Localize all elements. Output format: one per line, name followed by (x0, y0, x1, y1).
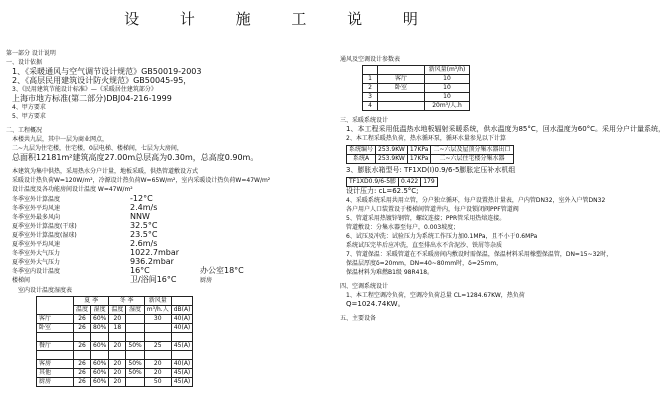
table-cell (126, 378, 144, 387)
table-header: 新风量 (144, 297, 171, 306)
table-cell: 80% (91, 324, 109, 333)
table-cell: 20 (144, 360, 171, 369)
table-row (37, 369, 193, 378)
table-cell (144, 351, 171, 360)
table-cell: 1 (363, 75, 378, 84)
table-cell (144, 333, 171, 342)
table-row (347, 146, 514, 155)
table-cell: 60% (91, 369, 109, 378)
section1-title: 第一部分 设计说明 (6, 50, 56, 57)
basis-item: 5、甲方要求 (12, 113, 46, 120)
climate-label: 冬季室外大气压力 (12, 250, 61, 257)
table-subheader: 温度 (74, 306, 91, 315)
table-header: 新风量(m³/h) (425, 66, 470, 75)
table-cell (37, 333, 74, 342)
heating-line: 4、采暖系统采用共用立管，分户独立循环，每户设置热计量表，户内管DN32，室外入户管DN32 (346, 197, 606, 204)
table-cell: 系统A (347, 155, 376, 164)
table-cell: 50% (126, 369, 144, 378)
climate-params (6, 194, 278, 284)
table-cell: TF1XD0.9/6-5膨 (347, 178, 399, 187)
table-cell: 0.422 (399, 178, 421, 187)
climate-value: NNW (130, 212, 150, 221)
table-header: 冬 季 (109, 297, 144, 306)
table-cell: 客厅 (378, 75, 425, 84)
table-row (363, 84, 470, 93)
table-cell: 二~六层及屋顶分集水器出口 (431, 146, 513, 155)
equipment-heading: 五、主要设备 (340, 315, 377, 322)
table-cell: 20 (109, 369, 126, 378)
table-cell: 253.9KW (376, 146, 408, 155)
table-subheader: 温度 (109, 306, 126, 315)
overview-line: 总面积12181m²建筑高度27.00m总层高为0.30m，总高度0.90m。 (12, 153, 259, 162)
table-header (171, 297, 193, 306)
table-cell: 45(A) (171, 369, 193, 378)
table-cell: 26 (74, 324, 91, 333)
page-title: 设 计 施 工 说 明 (124, 10, 436, 28)
table-row (37, 378, 193, 387)
climate-extra: 卫/浴间16°C (130, 275, 177, 284)
table-header: 夏 季 (74, 297, 109, 306)
basis-item: 4、甲方要求 (12, 104, 46, 111)
climate-label: 冬季室外最多风向 (12, 214, 61, 221)
basis-heading: 一、设计依据 (6, 59, 43, 66)
table-cell: 卧室 (37, 324, 74, 333)
heating-line: 1、本工程采用低温热水地板辐射采暖系统，供水温度为85°C，回水温度为60°C。采用分户计量系统， (346, 125, 665, 133)
table-row (37, 342, 193, 351)
table-header (378, 66, 425, 75)
climate-value: 23.5°C (130, 230, 158, 239)
ac-line: 1、本工程空调冷负荷，空调冷负荷总量 CL=1284.67KW，热负荷 (346, 292, 525, 299)
climate-value: 1022.7mbar (130, 248, 180, 257)
table-cell (126, 324, 144, 333)
vent-table-caption: 通风及空调设计参数表 (340, 56, 401, 63)
table-cell (109, 333, 126, 342)
left-column (6, 49, 278, 387)
table-cell: 18 (109, 324, 126, 333)
table-cell: 17KPa (407, 146, 431, 155)
climate-extra: 办公室18°C (200, 266, 244, 275)
table-cell: 60% (91, 342, 109, 351)
table-cell: 客房 (37, 360, 74, 369)
table-cell: 60% (91, 315, 109, 324)
table-cell (126, 333, 144, 342)
heating-line: 7、管道保温：采暖管道在不采暖房间内敷设时需保温，保温材料采用橡塑保温管，DN=15~32时， (346, 251, 613, 258)
table-cell: 其他 (37, 369, 74, 378)
table-row (363, 93, 470, 102)
table-cell: 40(A) (171, 324, 193, 333)
design-pressure-line: 设计压力: cL=62.5°C; (346, 187, 419, 195)
table-row (37, 324, 193, 333)
table-cell: 45(A) (171, 378, 193, 387)
table-row (347, 155, 514, 164)
table-cell: 10 (425, 93, 470, 102)
table-cell: 60% (91, 360, 109, 369)
table-header (363, 66, 378, 75)
table-cell (37, 351, 74, 360)
table-cell (126, 351, 144, 360)
climate-label: 冬季室外计算温度 (12, 196, 61, 203)
table-cell (378, 102, 425, 111)
ac-heading: 四、空调系统设计 (340, 283, 389, 290)
right-column (340, 55, 665, 323)
table-cell: 30 (144, 315, 171, 324)
table-cell: 50% (126, 360, 144, 369)
climate-value: 2.6m/s (130, 239, 158, 248)
table-cell: 26 (74, 378, 91, 387)
table-cell: 179 (421, 178, 437, 187)
basis-item: 3、《民用建筑节能设计标准》—《采暖居住建筑部分》 (12, 86, 157, 93)
table-row (37, 315, 193, 324)
table-cell: 3 (363, 93, 378, 102)
table-cell: 253.9KW (376, 155, 408, 164)
heating-line: 保温层厚度δ=20mm，DN=40~80mm时，δ=25mm， (346, 260, 503, 267)
table-cell: 60% (91, 378, 109, 387)
table-subheader: m³/h.人 (144, 306, 171, 315)
climate-label: 冬季室内设计温度 (12, 268, 61, 275)
overview-heading: 二、工程概况 (6, 127, 43, 134)
design-line: 采暖设计热负荷W=120W/m²，冷源设计热负荷W=65W/m²，室内采暖设计热负荷W=47W/m² (12, 177, 271, 184)
table-cell (144, 324, 171, 333)
climate-label: 夏季室外平均风速 (12, 241, 61, 248)
heating-line: 6、试压及冲洗：试验压力为系统工作压力加0.1MPa，且不小于0.6MPa (346, 233, 538, 240)
heating-line: 管道敷设：分集水器至每户，0.003坡度； (346, 224, 460, 231)
climate-label: 夏季室外计算温度(干球) (12, 223, 77, 230)
table-cell: 40(A) (171, 315, 193, 324)
table-row (37, 360, 193, 369)
climate-value: 16°C (130, 266, 150, 275)
table-cell: 45(A) (171, 342, 193, 351)
table-cell: 20 (109, 342, 126, 351)
table-subheader: 湿度 (91, 306, 109, 315)
expansion-tank-line: 3、膨胀水箱型号: TF1XD(I)0.9/6-5膨胀定压补水机组 (346, 166, 516, 174)
calc-table (346, 145, 514, 164)
table-cell (109, 351, 126, 360)
table-cell: 2 (363, 84, 378, 93)
table-cell (74, 333, 91, 342)
climate-value: -12°C (130, 194, 153, 203)
design-line: 设计温度及各功能房间设计温度 W=47W/m² (12, 186, 133, 193)
basis-item: 1、《采暖通风与空气调节设计规范》GB50019-2003 (12, 67, 202, 76)
overview-line: 本楼共九层，其中一层为商业网点， (12, 136, 109, 143)
table-cell: 50 (144, 378, 171, 387)
table-cell (91, 333, 109, 342)
table-cell: 二~六层住宅楼分集水器 (431, 155, 513, 164)
table-row (347, 178, 438, 187)
table-cell (126, 315, 144, 324)
table-cell: 餐厅 (37, 342, 74, 351)
climate-label: 冬季室外平均风速 (12, 205, 61, 212)
table-cell (171, 351, 193, 360)
vent-table (362, 65, 470, 111)
heating-line: 5、管道采用热镀锌钢管，螺纹连接；PPR管采用热熔连接。 (346, 215, 506, 222)
heating-heading: 三、采暖系统设计 (340, 117, 389, 124)
basis-item: 2、《高层民用建筑设计防火规范》GB50045-95， (12, 76, 192, 85)
heating-line: 2、本工程采暖热负荷，热水循环泵，循环水量参见以下计算 (346, 135, 506, 142)
table-cell: 17KPa (407, 155, 431, 164)
table-cell (378, 93, 425, 102)
ac-line: Q=1024.74KW。 (346, 300, 405, 308)
table-cell: 20m³/人.h (425, 102, 470, 111)
table-cell: 厨房 (37, 378, 74, 387)
table-cell: 系统编号 (347, 146, 376, 155)
table-cell (74, 351, 91, 360)
table-cell: 25 (144, 342, 171, 351)
heating-line: 各户用户人口装置设于楼梯间管道井内，每户设锁闭阀PPF管道阀 (346, 206, 519, 213)
table-cell: 50% (126, 342, 144, 351)
table-cell: 10 (425, 84, 470, 93)
table-row (37, 351, 193, 360)
climate-label: 夏季室外计算温度(湿球) (12, 232, 77, 239)
climate-extra-label: 楼梯间 (12, 277, 31, 284)
table-subheader: dB(A) (171, 306, 193, 315)
sizing-table (36, 296, 193, 387)
table-cell: 20 (109, 378, 126, 387)
table-cell: 卧室 (378, 84, 425, 93)
heating-line: 系统试压完毕后应冲洗，直至排出水不含泥沙、铁屑等杂质 (346, 242, 503, 249)
table-cell: 40(A) (171, 360, 193, 369)
table-cell: 26 (74, 315, 91, 324)
design-params-intro: 本建筑为集中供热，采用热水分户计量，地板采暖，供热管道敷设方式 (12, 168, 199, 175)
climate-value: 32.5°C (130, 221, 158, 230)
basis-item: 上海市地方标准(第二部分)DBJ04-216-1999 (12, 94, 172, 103)
table-cell (91, 351, 109, 360)
table-header (37, 297, 74, 315)
table-row (37, 333, 193, 342)
table-cell: 20 (109, 360, 126, 369)
climate-label: 夏季室外大气压力 (12, 259, 61, 266)
table-cell: 26 (74, 342, 91, 351)
table-cell: 4 (363, 102, 378, 111)
table-row (363, 75, 470, 84)
table-cell: 26 (74, 369, 91, 378)
climate-value: 2.4m/s (130, 203, 158, 212)
table-cell: 客厅 (37, 315, 74, 324)
overview-line: 二~九层为住宅楼，住宅楼，0层电梯、楼梯间，七层为大房间， (12, 145, 183, 152)
table-cell: 26 (74, 360, 91, 369)
climate-value: 936.2mbar (130, 257, 174, 266)
table-subheader: 湿度 (126, 306, 144, 315)
table-cell: 20 (144, 369, 171, 378)
climate-extra: 厨房 (200, 277, 213, 284)
sizing-table-caption: 室内设计温度湿度表 (18, 287, 73, 294)
table-cell (171, 333, 193, 342)
table-cell: 20 (109, 315, 126, 324)
table-row (363, 102, 470, 111)
heating-line: 保温材料为难燃B1级 98R418。 (346, 269, 434, 276)
table-cell: 10 (425, 75, 470, 84)
model-table (346, 177, 438, 187)
